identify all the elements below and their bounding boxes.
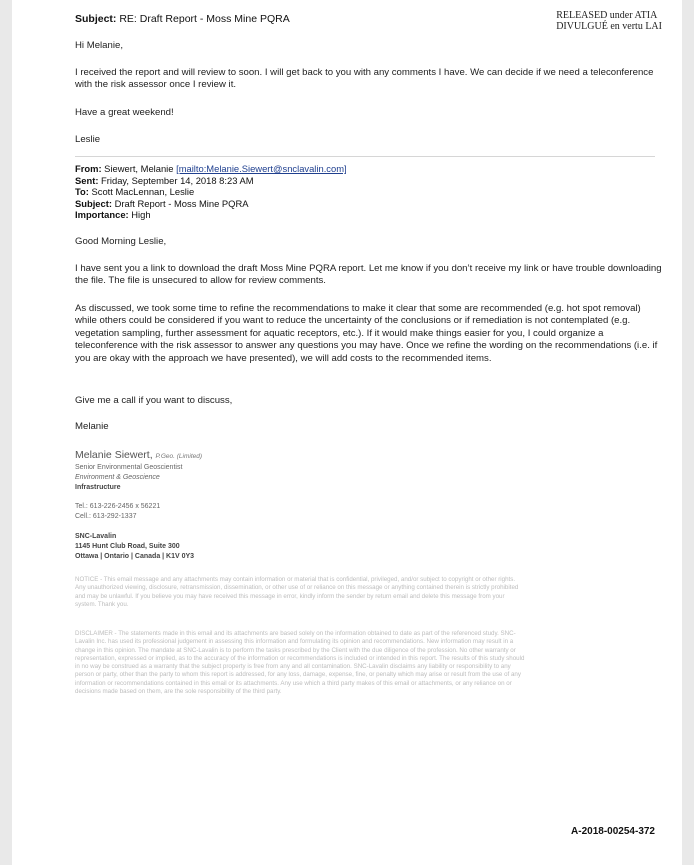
signature-dept: Environment & Geoscience xyxy=(75,474,160,481)
reply-body: I received the report and will review to soon. I will get back to you with any comments I have. We can decide if we need a teleconference with the risk assessor once I review it. xyxy=(75,67,654,91)
to-value: Scott MacLennan, Leslie xyxy=(91,186,195,198)
importance-value: High xyxy=(131,209,151,221)
subject-label: Subject: xyxy=(75,197,112,209)
signature-credential: P.Geo. (Limited) xyxy=(155,453,203,460)
release-stamp xyxy=(556,10,662,32)
signature-name-line xyxy=(75,449,202,461)
notice-text: NOTICE - This email message and any attachments may contain information or material that is confidential, privileged, and/or subject to copyright or other rights. Any unauthorized viewing, disclosure, retransmission, dissemination, or other use of or reliance on this message or anything contained therein is strictly prohibited and may be unlawful. If you believe you may have received this message in error, kindly inform the sender by return email and delete this message from your system. Thank you. xyxy=(75,576,519,608)
original-para-3: Give me a call if you want to discuss, xyxy=(75,395,233,406)
from-label: From: xyxy=(75,163,102,174)
signature-tel: Tel.: 613-226-2456 x 56221 xyxy=(75,503,161,510)
reply-signoff: Leslie xyxy=(75,134,101,145)
reply-subject-text: RE: Draft Report - Moss Mine PQRA xyxy=(119,13,290,25)
divider xyxy=(75,156,655,157)
original-signoff: Melanie xyxy=(75,421,109,432)
importance-label: Importance: xyxy=(75,209,129,221)
sent-label: Sent: xyxy=(75,174,99,186)
reply-subject xyxy=(75,13,290,25)
signature-address: 1145 Hunt Club Road, Suite 300 xyxy=(75,543,180,550)
sent-value: Friday, September 14, 2018 8:23 AM xyxy=(101,174,254,186)
disclaimer-text: DISCLAIMER - The statements made in this email and its attachments are based solely on the information obtained to date as part of the referenced study. SNC-Lavalin Inc. has used its professional judgement in assessing this information and formulating its opinion and recommendations. New information may result in a change in this opinion. The mandate at SNC-Lavalin is to perform the tasks prescribed by the Client with the due diligence of the profession. No other warranty or representation, expressed or implied, as to the accuracy of the information or recommendations is included or intended in this report. The results of this study should in no way be construed as a warranty that the subject property is free from any and all contamination. SNC-Lavalin disclaims any liability or responsibility to any person or party, other than the party to whom this report is addressed, for any loss, damage, expense, fine, or penalty which may arise or result from the use of any information or recommendations contained in this email or its attachments. Any use which a third party makes of this email or attachments, or any reliance on or decisions made based on them, are the sole responsibility of the third party. xyxy=(75,630,525,696)
signature-name: Melanie Siewert, xyxy=(75,449,153,461)
to-label: To: xyxy=(75,186,89,198)
document-page xyxy=(12,0,682,865)
subject-value: Draft Report - Moss Mine PQRA xyxy=(114,197,249,209)
signature-company: SNC-Lavalin xyxy=(75,533,117,540)
original-para-2: As discussed, we took some time to refine the recommendations to make it clear that some are recommended (e.g. hot spot removal) while others could be considered if you want to reduce the uncertainty of the conclusions or if remediation is not contemplated (e.g. vegetation sampling, further assessment for aquatic receptors, etc.). If it would make things easier for you, I could organize a teleconference with the risk assessor to answer any questions you may have. Once we refine the wording on the recommendations (i.e. if you are okay with the approach we have presented), we will add costs to the recommended items. xyxy=(75,303,658,364)
original-header xyxy=(75,163,347,221)
original-greeting: Good Morning Leslie, xyxy=(75,236,167,247)
from-value: Siewert, Melanie xyxy=(104,163,174,174)
stamp-line-1: RELEASED under ATIA xyxy=(556,10,658,21)
signature-city: Ottawa | Ontario | Canada | K1V 0Y3 xyxy=(75,553,195,560)
from-email-link[interactable]: [mailto:Melanie.Siewert@snclavalin.com] xyxy=(176,163,347,174)
signature-cell: Cell.: 613-292-1337 xyxy=(75,513,137,520)
reply-greeting: Hi Melanie, xyxy=(75,40,123,51)
signature-division: Infrastructure xyxy=(75,484,121,491)
stamp-line-2: DIVULGUÉ en vertu LAI xyxy=(556,21,662,32)
page-number: A-2018-00254-372 xyxy=(571,826,655,837)
signature-title: Senior Environmental Geoscientist xyxy=(75,464,183,471)
original-para-1: I have sent you a link to download the draft Moss Mine PQRA report. Let me know if you don’t receive my link or have trouble downloading the file. The file is unsecured to allow for review comments. xyxy=(75,263,662,287)
reply-closing: Have a great weekend! xyxy=(75,107,174,118)
reply-subject-label: Subject: xyxy=(75,13,117,25)
